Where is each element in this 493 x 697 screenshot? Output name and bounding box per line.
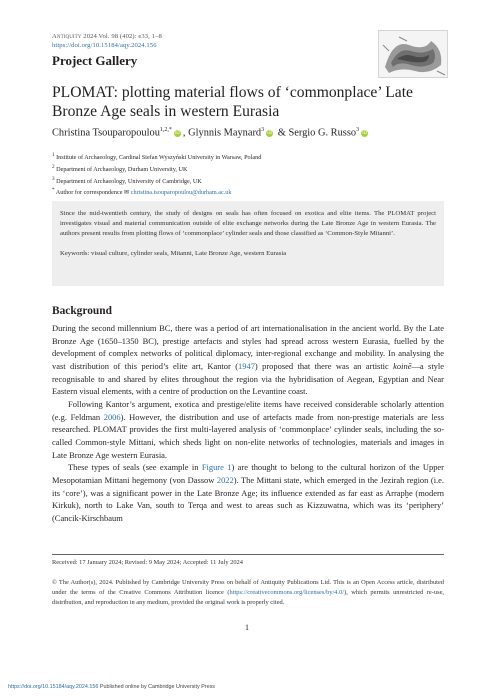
article-doi-link[interactable]: https://doi.org/10.15184/aqy.2024.156 xyxy=(52,41,157,49)
author-name: Christina Tsouparopoulou xyxy=(52,127,160,139)
author-list xyxy=(52,127,452,138)
copyright-notice: © The Author(s), 2024. Published by Cambridge University Press on behalf of Antiquity Publications Ltd. This is an Open Access article, distributed under the terms of the Creative Commons Attribution licence (https://creativecommons.org/licenses/by/4.0/), which permits unrestricted re-use, distribution, and reproduction in any medium, provided the original work is properly cited. xyxy=(52,579,445,606)
section-label: Project Gallery xyxy=(52,53,138,68)
keywords-label: Keywords: xyxy=(60,249,90,257)
citation-link[interactable]: 1947 xyxy=(238,360,255,371)
orcid-icon[interactable]: iD xyxy=(175,131,180,137)
author-affiliation-sup: 3 xyxy=(261,127,265,133)
journal-citation xyxy=(52,33,162,50)
affiliation-item: $^2$ Department of Archaeology, Durham University, UK xyxy=(52,163,188,173)
affiliation-item: $^1$ Institute of Archaeology, Cardinal Stefan Wyszyński University in Warsaw, Poland xyxy=(52,152,262,162)
orcid-icon[interactable]: iD xyxy=(362,131,367,137)
divider xyxy=(52,554,444,555)
affiliations xyxy=(52,151,452,198)
abstract-text: Since the mid-twentieth century, the study of designs on seals has often focused on exotica and elite items. The PLOMAT project investigates visual and material communication outside of elite exchange networks during the Late Bronze Age in western Eurasia. The authors present results from plotting flows of ‘commonplace’ cylinder seals and those classified as ‘Common-Style Mitanni’. xyxy=(60,210,436,237)
journal-name: Antiquity xyxy=(52,33,82,40)
author-affiliation-sup: 3 xyxy=(356,127,360,133)
keywords-list: visual culture, cylinder seals, Mitanni, Late Bronze Age, western Eurasia xyxy=(89,249,287,257)
abstract-box xyxy=(52,201,444,286)
author-affiliation-sup: 1,2,* xyxy=(159,127,172,133)
paragraph: During the second millennium BC, there was a period of art internationalisation in the ancient world. By the Late Bronze Age (1650–1350 BC), prestige artefacts and styles had spread across western Eurasia, fuelled by the development of complex networks of political diplomacy, inter-regional exchange and mobility. In analysing the vast distribution of this period’s elite art, Kantor (1947) proposed that there was an artistic koinē—a style recognisable to and shared by elites throughout the region via the hybridisation of Aegean, Egyptian and Near Eastern visual elements, with a centre of production on the Levantine coast. xyxy=(52,323,444,397)
correspondence-note: * Author for correspondence ✉ christina.tsouparopoulou@durham.ac.uk xyxy=(52,187,232,197)
paragraph: These types of seals (see example in Figure 1) are thought to belong to the cultural horizon of the Upper Mesopotamian Mittani hegemony (von Dassow 2022). The Mittani state, which emerged in the Jezirah region (i.e. its ‘core’), was a significant power in the Late Bronze Age; its influence extended as far east as Arrapḫe (modern Kirkuk), north to Lake Van, south to Terqa and west to areas such as Kizzuwatna, which was its ‘periphery’ (Cancik-Kirschbaum xyxy=(52,462,444,523)
figure-link[interactable]: Figure 1 xyxy=(201,462,232,473)
page-number: 1 xyxy=(245,623,249,632)
page-footer xyxy=(8,684,215,690)
correspondence-email-link[interactable]: christina.tsouparopoulou@durham.ac.uk xyxy=(130,189,232,197)
keywords xyxy=(60,249,436,259)
section-heading-background: Background xyxy=(52,305,112,317)
affiliation-item: $^3$ Department of Archaeology, University of Cambridge, UK xyxy=(52,175,202,185)
body-text xyxy=(52,322,444,525)
author-name: Sergio G. Russo xyxy=(288,127,357,139)
author-separator: , xyxy=(182,127,186,139)
author-and: & xyxy=(277,127,286,139)
journal-meta: 2024 Vol. 98 (402): e33, 1–8 xyxy=(81,33,162,40)
journal-cover-image xyxy=(378,30,448,78)
author-name: Glynnis Maynard xyxy=(188,127,262,139)
footer-text: Published online by Cambridge University Press xyxy=(98,684,215,690)
citation-link[interactable]: 2006 xyxy=(103,411,121,422)
orcid-icon[interactable]: iD xyxy=(267,131,272,137)
footer-doi-link[interactable]: https://doi.org/10.15184/aqy.2024.156 xyxy=(8,684,99,690)
submission-dates: Received: 17 January 2024; Revised: 9 May 2024; Accepted: 11 July 2024 xyxy=(52,559,243,566)
citation-link[interactable]: 2022 xyxy=(216,474,234,485)
license-link[interactable]: https://creativecommons.org/licenses/by/4.0/ xyxy=(229,588,345,596)
article-title: PLOMAT: plotting material flows of ‘commonplace’ Late Bronze Age seals in western Eurasia xyxy=(52,84,413,120)
paragraph: Following Kantor’s argument, exotica and prestige/elite items have received considerable scholarly attention (e.g. Feldman 2006). However, the distribution and use of artefacts made from non-prestige materials are less researched. PLOMAT provides the first multi-layered analysis of ‘commonplace’ cylinder seals, including the so-called Common-style Mittani, which sheds light on non-elite networks of technologies, materials and images in Late Bronze Age western Eurasia. xyxy=(52,398,444,460)
